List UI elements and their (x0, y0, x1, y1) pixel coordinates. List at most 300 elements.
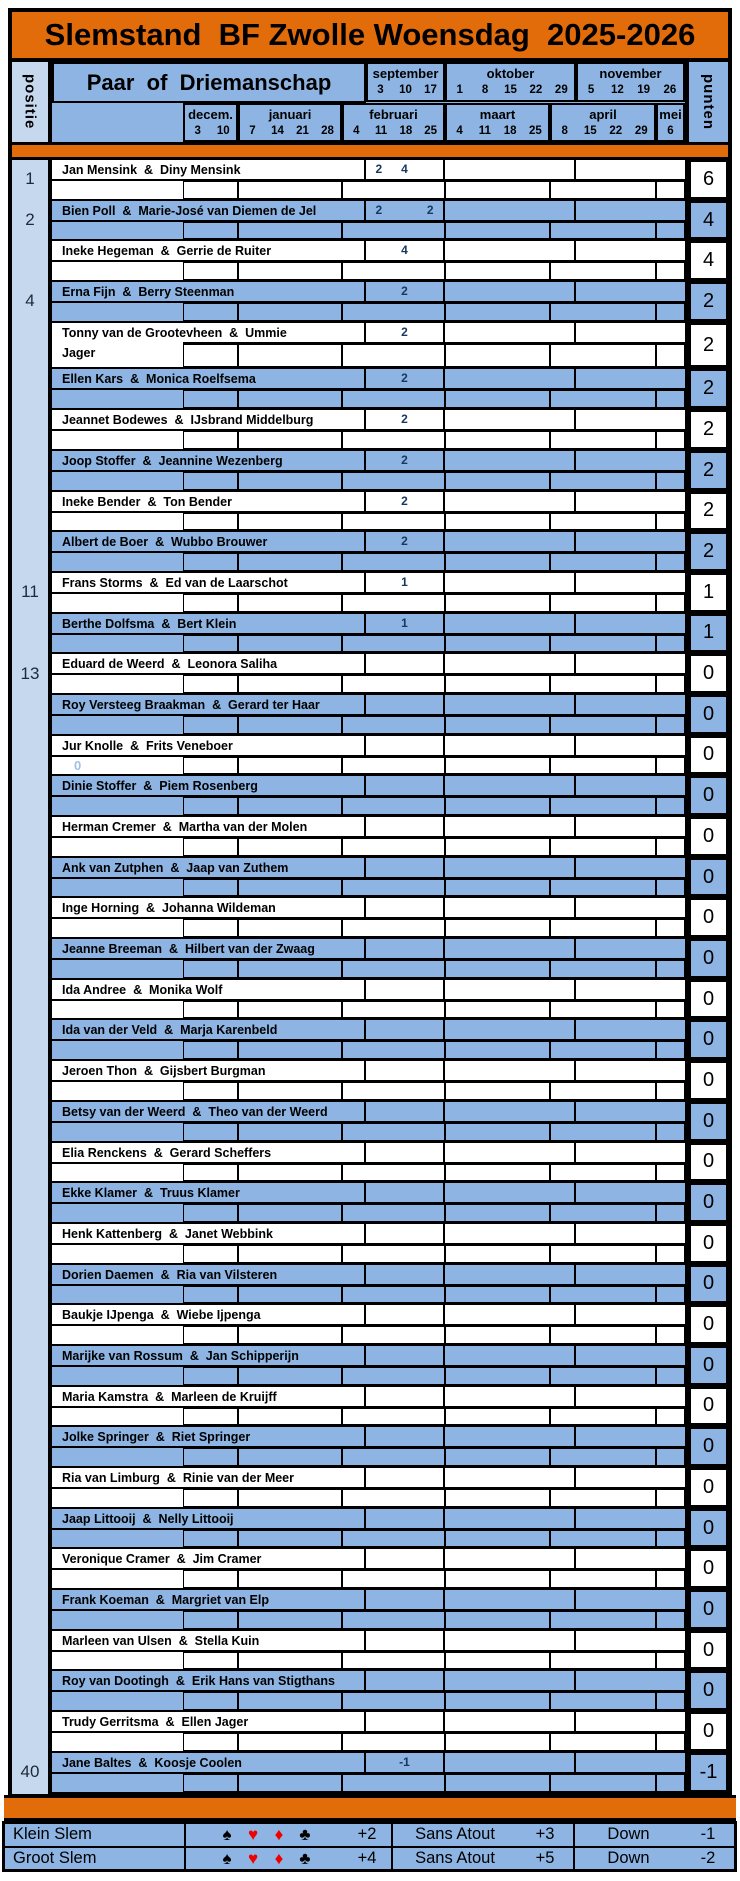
slam-score (417, 1061, 443, 1080)
score-cell-decem. (183, 1692, 238, 1710)
score-cell-april (550, 1570, 656, 1588)
oktober-score-cell (445, 1265, 576, 1286)
standings-row (20, 1753, 728, 1794)
slam-score (392, 1590, 418, 1609)
punten-cell: 0 (689, 1020, 728, 1059)
score-cell-decem. (183, 1041, 238, 1059)
date-label: 18 (399, 125, 413, 137)
slam-score (417, 817, 443, 836)
score-cell-januari (238, 262, 342, 280)
score-cell-decem. (183, 1164, 238, 1182)
september-score-cell (366, 1183, 445, 1204)
punten-cell: 2 (689, 410, 728, 449)
position-cell (12, 1143, 48, 1182)
date-label: 22 (609, 125, 623, 137)
page-title: Slemstand BF Zwolle Woensdag 2025-2026 (12, 12, 728, 58)
pair-name: Eduard de Weerd & Leonora Saliha (62, 657, 278, 672)
score-cell-april (550, 879, 656, 897)
slam-score (392, 695, 418, 714)
punten-cell: 0 (689, 1631, 728, 1670)
score-cell-mei (656, 262, 685, 280)
score-cell-mei (656, 344, 685, 368)
score-cell-maart (445, 1489, 550, 1507)
slam-score (417, 1020, 443, 1039)
score-cell-februari (342, 262, 445, 280)
score-cell-decem. (183, 635, 238, 653)
standings-row (52, 776, 728, 817)
score-cell-decem. (183, 1774, 238, 1792)
standings-row (52, 1346, 728, 1387)
slam-score (417, 1712, 443, 1731)
oktober-score-cell (445, 1387, 576, 1408)
oktober-score-cell (445, 1183, 576, 1204)
score-cell-april (550, 675, 656, 693)
november-score-cell (576, 573, 685, 594)
pair-name: Jolke Springer & Riet Springer (62, 1430, 251, 1445)
score-cell-februari (342, 344, 445, 368)
score-cell-april (550, 797, 656, 815)
september-score-cell (366, 1346, 445, 1367)
score-cell-april (550, 1367, 656, 1385)
score-cell-januari (238, 1570, 342, 1588)
score-cell-mei (656, 1164, 685, 1182)
month-name: april (589, 107, 617, 122)
date-label: 15 (583, 125, 597, 137)
score-cell-mei (656, 181, 685, 199)
score-cell-decem. (183, 181, 238, 199)
orange-separator-top (12, 142, 728, 160)
score-cell-mei (656, 797, 685, 815)
date-label: 12 (610, 84, 624, 96)
slam-score (417, 736, 443, 755)
score-cell-decem. (183, 716, 238, 734)
slam-score (366, 654, 392, 673)
score-cell-mei (656, 1001, 685, 1019)
score-cell-februari (342, 1164, 445, 1182)
pair-name: Jane Baltes & Koosje Coolen (62, 1755, 242, 1770)
date-label: 25 (528, 125, 542, 137)
pair-name: Ineke Hegeman & Gerrie de Ruiter (62, 244, 272, 259)
standings-row (52, 695, 728, 736)
score-cell-april (550, 838, 656, 856)
klein-slem-suits-cell (184, 1824, 391, 1846)
standings-row (52, 1183, 728, 1224)
oktober-score-cell (445, 898, 576, 919)
month-box-maart (445, 103, 550, 142)
september-score-cell (366, 492, 445, 513)
date-label: 3 (194, 125, 201, 137)
slam-score: 2 (426, 202, 434, 217)
slam-score (366, 282, 392, 301)
date-label: 29 (634, 125, 648, 137)
score-cell-decem. (183, 1611, 238, 1629)
position-cell (12, 492, 48, 531)
november-score-cell (576, 282, 685, 303)
position-cell (12, 1631, 48, 1670)
date-label: 7 (249, 125, 256, 137)
position-cell (12, 451, 48, 490)
month-name: maart (479, 107, 516, 122)
score-cell-mei (656, 553, 685, 571)
month-dates (658, 124, 683, 141)
score-cell-decem. (183, 1286, 238, 1304)
september-score-cell (366, 858, 445, 879)
november-score-cell (576, 1224, 685, 1245)
september-score-cell (366, 532, 445, 553)
score-cell-decem. (183, 1733, 238, 1751)
date-label: 14 (271, 125, 284, 137)
oktober-score-cell (445, 939, 576, 960)
score-cell-decem. (183, 1489, 238, 1507)
score-cell-mei (656, 431, 685, 449)
pair-name: Baukje IJpenga & Wiebe Ijpenga (62, 1308, 261, 1323)
score-cell-februari (342, 1652, 445, 1670)
slam-score (417, 1183, 443, 1202)
score-cell-decem. (183, 303, 238, 321)
november-score-cell (576, 939, 685, 960)
punten-cell: 0 (689, 1265, 728, 1304)
slam-score (417, 1549, 443, 1568)
oktober-score-cell (445, 1224, 576, 1245)
klein-slem-suit-points: +2 (357, 1825, 377, 1844)
slam-score (366, 1549, 392, 1568)
score-cell-januari (238, 1530, 342, 1548)
november-score-cell (576, 898, 685, 919)
score-cell-januari (238, 1286, 342, 1304)
punten-cell: 0 (689, 817, 728, 856)
score-cell-mei (656, 919, 685, 937)
standings-row (52, 1305, 728, 1346)
score-cell-maart (445, 1570, 550, 1588)
standings-row (52, 1224, 728, 1265)
november-score-cell (576, 1183, 685, 1204)
september-score-cell (366, 160, 445, 181)
september-score-cell (366, 776, 445, 797)
position-cell (12, 1102, 48, 1141)
position-cell (12, 736, 48, 775)
standings-row (52, 1102, 728, 1143)
september-score-cell (366, 695, 445, 716)
score-cell-januari (238, 1774, 342, 1792)
score-cell-mei (656, 757, 685, 775)
september-score-cell (366, 282, 445, 303)
slam-score: 2 (401, 324, 408, 339)
september-score-cell (366, 1224, 445, 1245)
pair-name: Ineke Bender & Ton Bender (62, 494, 232, 509)
date-label: 10 (216, 125, 230, 137)
score-cell-mei (656, 1489, 685, 1507)
slam-score (392, 736, 418, 755)
position-cell (12, 614, 48, 653)
september-score-cell (366, 1102, 445, 1123)
pair-column-header: Paar of Driemanschap (52, 62, 366, 103)
score-cell-maart (445, 1164, 550, 1182)
slam-score: 2 (401, 371, 408, 386)
slam-score (417, 614, 443, 633)
score-cell-april (550, 960, 656, 978)
pair-name: Marleen van Ulsen & Stella Kuin (62, 1633, 260, 1648)
standings-row (52, 1265, 728, 1306)
september-score-cell (366, 1427, 445, 1448)
slam-score (392, 939, 418, 958)
standings-row (52, 817, 728, 858)
slam-score (366, 241, 392, 260)
position-cell (12, 695, 48, 734)
november-score-cell (576, 1671, 685, 1692)
september-score-cell (366, 1753, 445, 1774)
november-score-cell (576, 1020, 685, 1041)
score-cell-mei (656, 1448, 685, 1466)
score-cell-februari (342, 1733, 445, 1751)
score-cell-januari (238, 1367, 342, 1385)
score-cell-januari (238, 838, 342, 856)
oktober-score-cell (445, 410, 576, 431)
score-cell-maart (445, 675, 550, 693)
score-cell-februari (342, 757, 445, 775)
score-cell-februari (342, 1408, 445, 1426)
score-cell-decem. (183, 262, 238, 280)
score-cell-maart (445, 1245, 550, 1263)
pair-name: Dinie Stoffer & Piem Rosenberg (62, 779, 258, 794)
oktober-score-cell (445, 1509, 576, 1530)
diamond-icon: ♦ (274, 1849, 284, 1869)
score-cell-februari (342, 1692, 445, 1710)
slam-score: 2 (375, 162, 383, 176)
score-cell-decem. (183, 553, 238, 571)
november-score-cell (576, 201, 685, 222)
score-cell-decem. (183, 838, 238, 856)
slam-score (366, 323, 392, 342)
position-cell (12, 1224, 48, 1263)
groot-slem-down-points: -2 (700, 1849, 716, 1868)
score-cell-april (550, 431, 656, 449)
slam-score (417, 160, 443, 179)
date-label: 21 (296, 125, 309, 137)
oktober-score-cell (445, 369, 576, 390)
position-cell (12, 1265, 48, 1304)
standings-row (52, 323, 728, 370)
position-cell (12, 323, 48, 368)
score-cell-januari (238, 797, 342, 815)
pair-name: Ellen Kars & Monica Roelfsema (62, 372, 256, 387)
score-cell-decem. (183, 675, 238, 693)
pair-name: Jan Mensink & Diny Mensink (62, 163, 241, 177)
slam-score (417, 1143, 443, 1162)
month-name: decem. (188, 107, 233, 122)
standings-row (25, 282, 728, 323)
score-cell-januari (238, 513, 342, 531)
club-icon: ♣ (299, 1849, 311, 1869)
slam-score (417, 654, 443, 673)
slam-score (417, 1590, 443, 1609)
slam-score (417, 1509, 443, 1528)
oktober-score-cell (445, 695, 576, 716)
score-cell-januari (238, 344, 342, 368)
score-cell-april (550, 344, 656, 368)
november-score-cell (576, 858, 685, 879)
november-score-cell (576, 532, 685, 553)
position-cell (12, 532, 48, 571)
pair-name: Ria van Limburg & Rinie van der Meer (62, 1471, 295, 1485)
slam-score (366, 1509, 392, 1528)
score-cell-februari (342, 797, 445, 815)
score-cell-februari (342, 1367, 445, 1385)
pair-name: Frans Storms & Ed van de Laarschot (62, 575, 288, 590)
pair-name: Frank Koeman & Margriet van Elp (62, 1593, 269, 1608)
date-label: 3 (377, 84, 384, 96)
oktober-score-cell (445, 492, 576, 513)
score-cell-mei (656, 1245, 685, 1263)
november-score-cell (576, 1387, 685, 1408)
score-cell-januari (238, 222, 342, 240)
slam-score (417, 1102, 443, 1121)
slam-score (366, 492, 392, 511)
score-cell-januari (238, 181, 342, 199)
score-cell-decem. (183, 594, 238, 612)
groot-slem-sans-points: +5 (535, 1849, 555, 1868)
standings-row (52, 736, 728, 777)
september-score-cell (366, 410, 445, 431)
oktober-score-cell (445, 282, 576, 303)
slam-score (417, 1468, 443, 1487)
score-cell-april (550, 222, 656, 240)
score-cell-mei (656, 1611, 685, 1629)
september-score-cell (366, 736, 445, 757)
score-cell-januari (238, 1692, 342, 1710)
score-cell-mei (656, 1041, 685, 1059)
month-box-februari (342, 103, 445, 142)
standings-row (52, 451, 728, 492)
score-cell-april (550, 1123, 656, 1141)
punten-cell: 0 (689, 858, 728, 897)
november-score-cell (576, 695, 685, 716)
score-cell-april (550, 262, 656, 280)
oktober-score-cell (445, 1671, 576, 1692)
slam-score: -1 (399, 1754, 410, 1769)
score-cell-februari (342, 879, 445, 897)
slam-score (417, 1346, 443, 1365)
slam-score (392, 1631, 418, 1650)
month-dates (185, 124, 236, 141)
september-score-cell (366, 1020, 445, 1041)
oktober-score-cell (445, 614, 576, 635)
slam-score (366, 573, 392, 592)
oktober-score-cell (445, 532, 576, 553)
score-cell-maart (445, 1692, 550, 1710)
slam-score (392, 1387, 418, 1406)
september-score-cell (366, 201, 445, 222)
score-cell-januari (238, 1611, 342, 1629)
score-cell-april (550, 1164, 656, 1182)
position-cell (12, 1061, 48, 1100)
november-score-cell (576, 410, 685, 431)
score-cell-april (550, 919, 656, 937)
slam-score (392, 1427, 418, 1446)
date-label: 29 (554, 84, 568, 96)
slam-score: 4 (401, 243, 408, 258)
position-cell: 13 (20, 663, 40, 683)
position-cell (12, 817, 48, 856)
score-cell-april (550, 1692, 656, 1710)
month-name: november (599, 66, 662, 81)
groot-slem-suit-points: +4 (357, 1849, 377, 1868)
month-name: oktober (486, 66, 535, 81)
score-cell-maart (445, 1204, 550, 1222)
score-cell-januari (238, 757, 342, 775)
standings-row (52, 410, 728, 451)
position-cell (12, 1346, 48, 1385)
pair-name: Albert de Boer & Wubbo Brouwer (62, 535, 268, 550)
score-cell-maart (445, 472, 550, 490)
score-cell-januari (238, 1082, 342, 1100)
punten-cell: 4 (689, 241, 728, 280)
september-score-cell (366, 1061, 445, 1082)
punten-cell: 0 (689, 1590, 728, 1629)
month-box-decem. (183, 103, 238, 142)
punten-column-header (689, 62, 728, 142)
pair-name: Berthe Dolfsma & Bert Klein (62, 616, 237, 631)
score-cell-decem. (183, 1245, 238, 1263)
score-cell-februari (342, 716, 445, 734)
slam-score (366, 1102, 392, 1121)
date-label: 8 (481, 84, 489, 96)
punten-cell: 0 (689, 1061, 728, 1100)
score-cell-januari (238, 635, 342, 653)
score-cell-decem. (183, 1204, 238, 1222)
slam-score (417, 1224, 443, 1243)
punten-cell: 4 (689, 201, 728, 240)
slam-score (366, 614, 392, 633)
score-cell-maart (445, 1326, 550, 1344)
slam-score (392, 1143, 418, 1162)
punten-cell: 2 (689, 323, 728, 368)
score-cell-februari (342, 635, 445, 653)
november-score-cell (576, 1265, 685, 1286)
score-cell-mei (656, 390, 685, 408)
score-cell-februari (342, 1286, 445, 1304)
score-cell-mei (656, 1286, 685, 1304)
score-cell-april (550, 1408, 656, 1426)
month-name: februari (369, 107, 418, 122)
slam-score (366, 1183, 392, 1202)
score-cell-maart (445, 181, 550, 199)
november-score-cell (576, 817, 685, 838)
date-label: 19 (637, 84, 651, 96)
date-label: 22 (529, 84, 543, 96)
score-cell-april (550, 181, 656, 199)
date-label: 25 (424, 125, 438, 137)
punten-cell: 0 (689, 654, 728, 693)
score-cell-decem. (183, 431, 238, 449)
club-icon: ♣ (299, 1825, 311, 1845)
score-cell-januari (238, 1041, 342, 1059)
score-cell-maart (445, 1448, 550, 1466)
klein-slem-down-points: -1 (700, 1825, 716, 1844)
punten-cell: 2 (689, 451, 728, 490)
score-cell-februari (342, 1774, 445, 1792)
position-cell (12, 1183, 48, 1222)
score-cell-januari (238, 1164, 342, 1182)
slam-score (392, 1265, 418, 1284)
september-score-cell (366, 1305, 445, 1326)
month-dates (344, 124, 443, 141)
score-cell-april (550, 1448, 656, 1466)
date-label: 11 (478, 125, 491, 137)
position-cell (12, 1509, 48, 1548)
pair-name: Ekke Klamer & Truus Klamer (62, 1186, 240, 1201)
slam-score (417, 241, 443, 260)
september-score-cell (366, 369, 445, 390)
